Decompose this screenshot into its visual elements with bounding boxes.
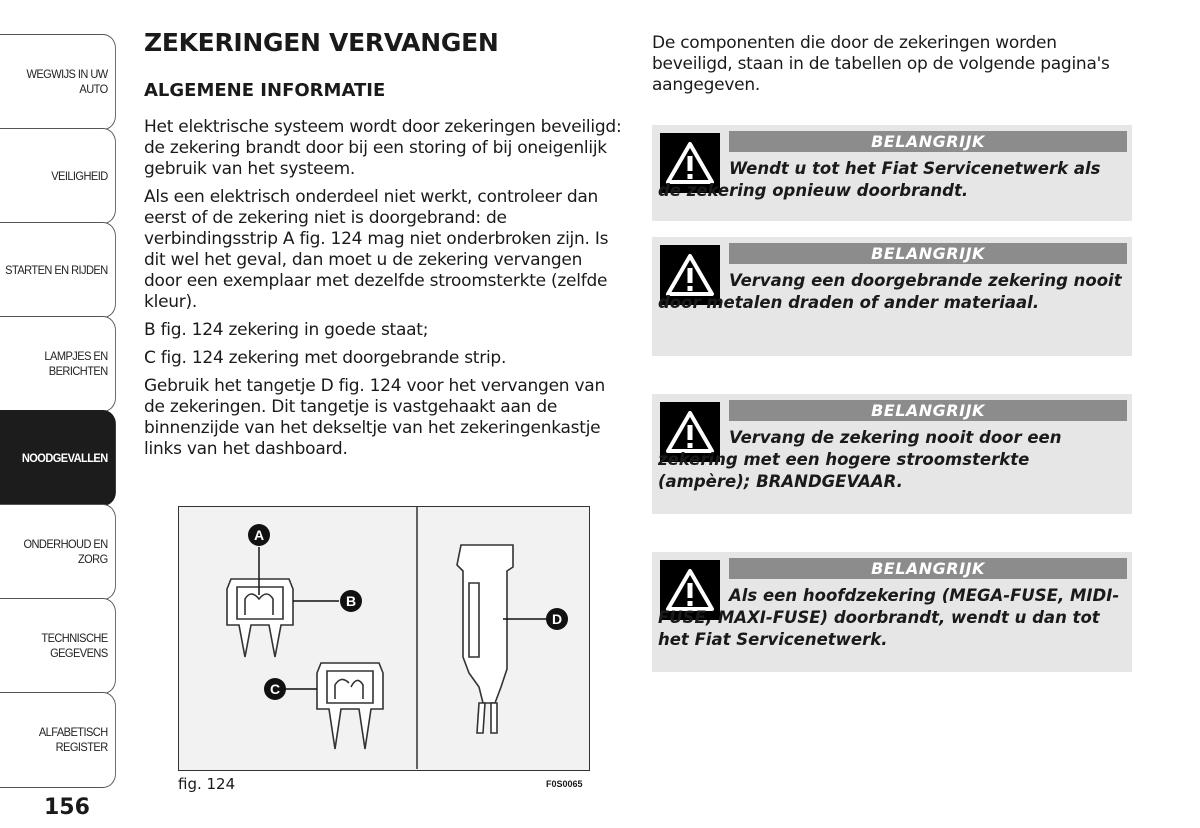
- paragraph: Als een elektrisch onderdeel niet werkt, controleer dan eerst of de zekering niet is doorgebrand: de verbindingsstrip A fig. 124 mag niet onderbroken zijn. Is dit wel het geval, dan moet u de zekering vervangen door een exemplaar met dezelfde stroomsterkte (zelfde kleur).: [144, 187, 609, 312]
- section-subtitle: ALGEMENE INFORMATIE: [144, 80, 386, 101]
- sidebar-tab-onderhoud[interactable]: [0, 504, 116, 600]
- fuse-tongs-illustration: [457, 545, 513, 733]
- warning-box: [652, 237, 1132, 356]
- warning-text: Vervang de zekering nooit door een zekering met een hogere stroomsterkte (ampère); BRANDGEVAAR.: [658, 428, 1062, 491]
- sidebar-tab-noodgevallen[interactable]: [0, 410, 116, 506]
- sidebar-tab-wegwijs[interactable]: [0, 34, 116, 130]
- warning-header: BELANGRIJK: [729, 558, 1127, 579]
- sidebar-tab-label: ONDERHOUD EN ZORG: [23, 537, 108, 566]
- sidebar-tab-label: TECHNISCHE GEGEVENS: [41, 631, 108, 660]
- figure-caption: fig. 124: [178, 775, 236, 793]
- sidebar-tab-alfabetisch[interactable]: [0, 692, 116, 788]
- warning-header: BELANGRIJK: [729, 243, 1127, 264]
- svg-text:C: C: [269, 681, 281, 697]
- sidebar-tab-label: STARTEN EN RIJDEN: [5, 262, 108, 277]
- callout-d: [546, 608, 568, 630]
- fuse-good-illustration: [227, 547, 293, 657]
- sidebar-tab-label: NOODGEVALLEN: [21, 450, 108, 465]
- warning-box: [652, 552, 1132, 672]
- sidebar-tab-label: LAMPJES EN BERICHTEN: [44, 349, 108, 378]
- figure-code: F0S0065: [546, 779, 583, 789]
- paragraph: B fig. 124 zekering in goede staat;: [144, 320, 429, 340]
- warning-text: Vervang een doorgebrande zekering nooit door metalen draden of ander materiaal.: [658, 271, 1122, 312]
- sidebar-tab-label: VEILIGHEID: [51, 168, 108, 183]
- body-text: [144, 117, 624, 467]
- callout-a: [248, 524, 270, 546]
- warning-box: [652, 394, 1132, 514]
- sidebar-tab-starten[interactable]: [0, 222, 116, 318]
- sidebar-tab-veiligheid[interactable]: [0, 128, 116, 224]
- warning-text: Wendt u tot het Fiat Servicenetwerk als de zekering opnieuw doorbrandt.: [658, 159, 1101, 200]
- warning-text: Als een hoofdzekering (MEGA-FUSE, MIDI-FUSE, MAXI-FUSE) doorbrandt, wendt u dan tot het Fiat Servicenetwerk.: [658, 586, 1120, 649]
- paragraph: Het elektrische systeem wordt door zekeringen beveiligd: de zekering brandt door bij een storing of bij oneigenlijk gebruik van het systeem.: [144, 117, 622, 179]
- paragraph: Gebruik het tangetje D fig. 124 voor het vervangen van de zekeringen. Dit tangetje is vastgehaakt aan de binnenzijde van het dekseltje van het zekeringenkastje links van het dashboard.: [144, 376, 605, 459]
- warning-box: [652, 125, 1132, 221]
- warning-header: BELANGRIJK: [729, 131, 1127, 152]
- warning-header: BELANGRIJK: [729, 400, 1127, 421]
- sidebar-tab-technische[interactable]: [0, 598, 116, 694]
- svg-text:B: B: [345, 593, 357, 609]
- fuse-figure: [178, 506, 590, 771]
- paragraph: C fig. 124 zekering met doorgebrande strip.: [144, 348, 507, 368]
- sidebar-tab-label: WEGWIJS IN UW AUTO: [26, 67, 108, 96]
- sidebar-tab-label: ALFABETISCH REGISTER: [38, 725, 108, 754]
- svg-text:D: D: [551, 611, 563, 627]
- intro-text: De componenten die door de zekeringen worden beveiligd, staan in de tabellen op de volgende pagina's aangegeven.: [652, 33, 1110, 95]
- callout-b: [340, 590, 362, 612]
- page-number: 156: [44, 795, 90, 820]
- page-title: ZEKERINGEN VERVANGEN: [144, 28, 499, 57]
- svg-text:A: A: [253, 527, 265, 543]
- sidebar-tab-lampjes[interactable]: [0, 316, 116, 412]
- callout-c: [264, 678, 286, 700]
- fuse-blown-illustration: [317, 663, 383, 749]
